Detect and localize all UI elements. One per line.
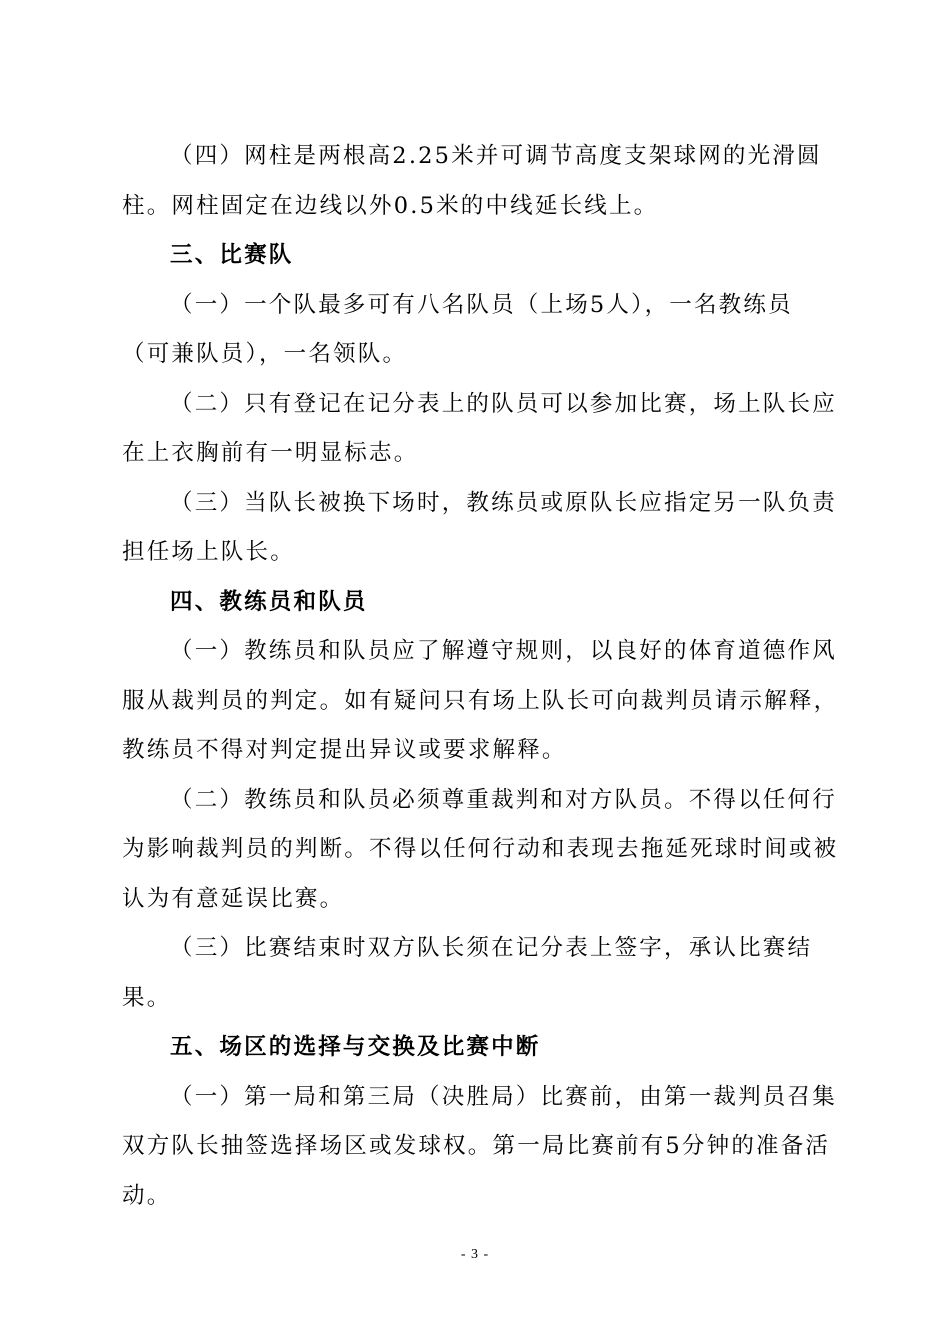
paragraph-registered-players: [122, 380, 837, 479]
paragraph-coin-toss: [122, 1073, 837, 1222]
paragraph-line: 双方队长抽签选择场区或发球权。第一局比赛前有5分钟的准备活: [122, 1133, 831, 1159]
section-heading-court-selection: 五、场区的选择与交换及比赛中断: [170, 1034, 541, 1060]
paragraph-captain-replacement: [122, 479, 837, 578]
paragraph-respect-referees: [122, 776, 839, 925]
paragraph-line: 为影响裁判员的判断。不得以任何行动和表现去拖延死球时间或被: [122, 836, 839, 862]
paragraph-line: （一）教练员和队员应了解遵守规则，以良好的体育道德作风: [170, 638, 837, 664]
paragraph-line: 动。: [122, 1182, 172, 1209]
paragraph-line: （一）一个队最多可有八名队员（上场5人），一名教练员: [170, 291, 793, 318]
paragraph-line: 服从裁判员的判定。如有疑问只有场上队长可向裁判员请示解释，: [122, 687, 839, 714]
paragraph-net-posts: [122, 132, 822, 231]
paragraph-line: 担任场上队长。: [122, 539, 295, 565]
paragraph-sign-scoresheet: [122, 924, 822, 1023]
section-heading-teams: 三、比赛队: [170, 242, 294, 268]
paragraph-obey-rules: [122, 627, 839, 776]
paragraph-line: 教练员不得对判定提出异议或要求解释。: [122, 737, 567, 763]
paragraph-line: 果。: [122, 984, 172, 1011]
paragraph-line: 柱。网柱固定在边线以外0.5米的中线延长线上。: [122, 192, 659, 219]
document-body: [122, 132, 839, 1221]
paragraph-line: （四）网柱是两根高2.25米并可调节高度支架球网的光滑圆: [170, 143, 822, 169]
paragraph-line: （二）教练员和队员必须尊重裁判和对方队员。不得以任何行: [170, 786, 837, 813]
paragraph-line: （一）第一局和第三局（决胜局）比赛前，由第一裁判员召集: [170, 1083, 837, 1110]
page-number: - 3 -: [460, 1247, 490, 1262]
paragraph-line: （二）只有登记在记分表上的队员可以参加比赛，场上队长应: [170, 390, 837, 417]
section-heading-coaches-players: 四、教练员和队员: [170, 588, 368, 615]
paragraph-line: 在上衣胸前有一明显标志。: [122, 440, 419, 466]
paragraph-line: （三）当队长被换下场时，教练员或原队长应指定另一队负责: [170, 489, 837, 516]
paragraph-line: （可兼队员），一名领队。: [122, 341, 408, 367]
paragraph-line: （三）比赛结束时双方队长须在记分表上签字，承认比赛结: [170, 935, 813, 961]
paragraph-team-size: [122, 281, 822, 380]
paragraph-line: 认为有意延误比赛。: [122, 885, 345, 912]
